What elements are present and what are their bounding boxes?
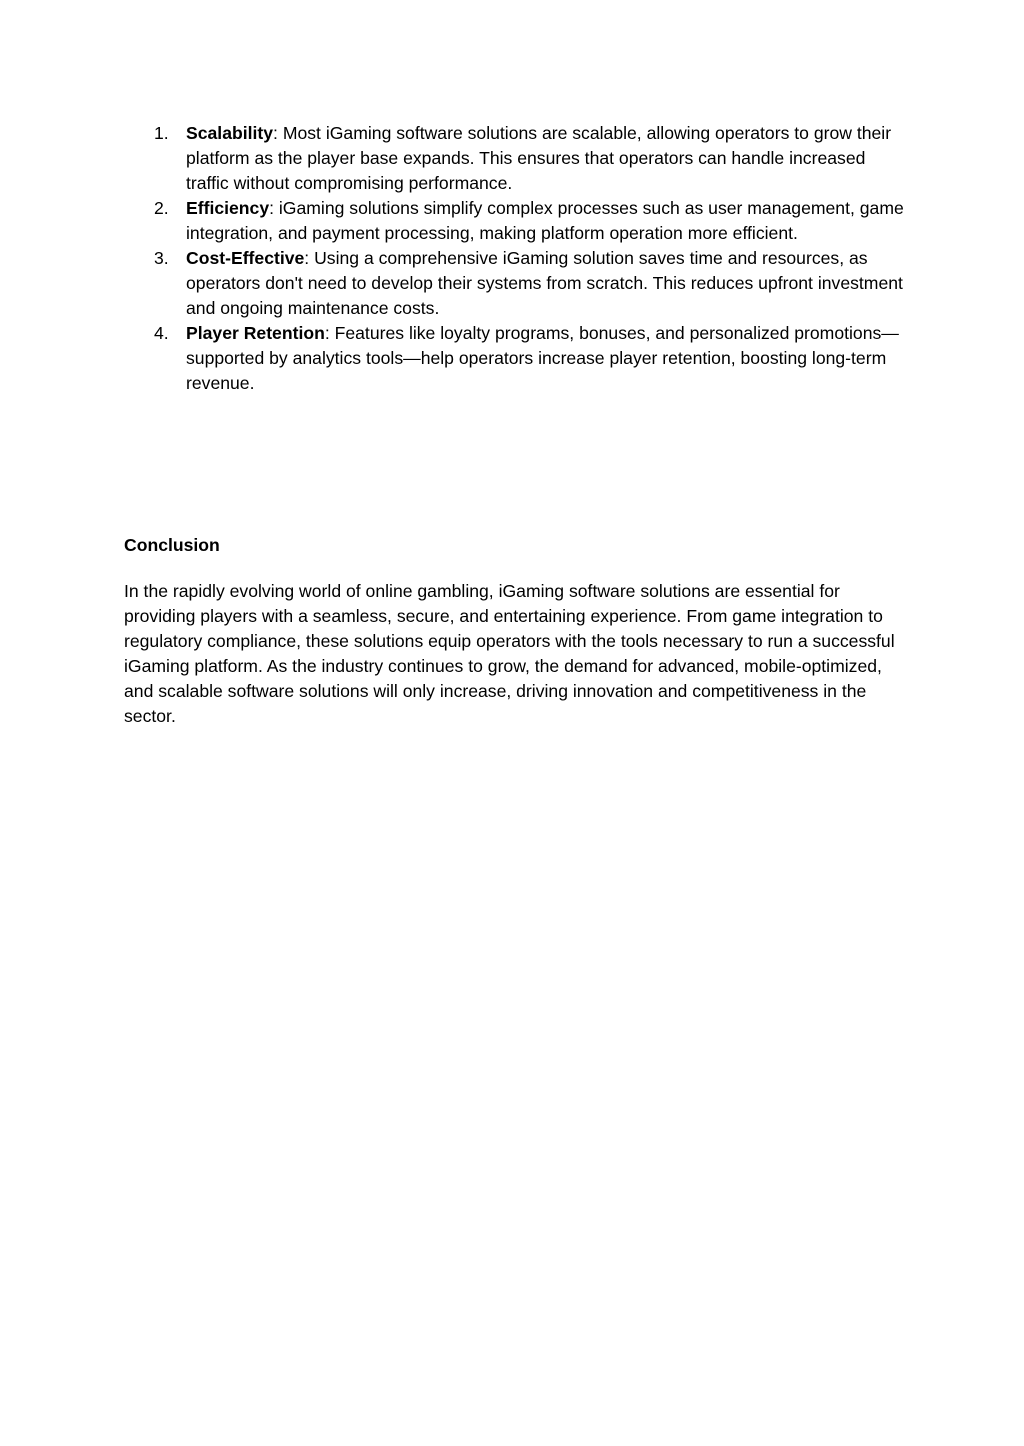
list-item	[124, 121, 904, 196]
list-item-text: : iGaming solutions simplify complex processes such as user management, game integration, and payment processing, making platform operation more efficient.	[186, 198, 904, 243]
conclusion-paragraph: In the rapidly evolving world of online gambling, iGaming software solutions are essential for providing players with a seamless, secure, and entertaining experience. From game integration to regulatory compliance, these solutions equip operators with the tools necessary to run a successful iGaming platform. As the industry continues to grow, the demand for advanced, mobile-optimized, and scalable software solutions will only increase, driving innovation and competitiveness in the sector.	[124, 581, 895, 726]
list-item-term: Cost-Effective	[186, 248, 305, 268]
list-item-number: 3.	[154, 248, 169, 268]
list-item-term: Scalability	[186, 123, 274, 143]
list-item	[124, 246, 904, 321]
list-item-text: : Most iGaming software solutions are scalable, allowing operators to grow their platform as the player base expands. This ensures that operators can handle increased traffic without compromising performance.	[186, 123, 892, 193]
list-item	[124, 196, 904, 246]
list-item	[124, 321, 904, 396]
list-item-term: Player Retention	[186, 323, 325, 343]
list-item-number: 2.	[154, 198, 169, 218]
benefits-section	[124, 121, 904, 396]
list-item-text: : Features like loyalty programs, bonuses, and personalized promotions—supported by analytics tools—help operators increase player retention, boosting long-term revenue.	[186, 323, 899, 393]
list-item-term: Efficiency	[186, 198, 270, 218]
list-item-text: : Using a comprehensive iGaming solution saves time and resources, as operators don't need to develop their systems from scratch. This reduces upfront investment and ongoing maintenance costs.	[186, 248, 903, 318]
benefits-list	[124, 121, 904, 396]
list-item-number: 4.	[154, 323, 169, 343]
list-item-number: 1.	[154, 123, 169, 143]
conclusion-heading: Conclusion	[124, 535, 220, 555]
